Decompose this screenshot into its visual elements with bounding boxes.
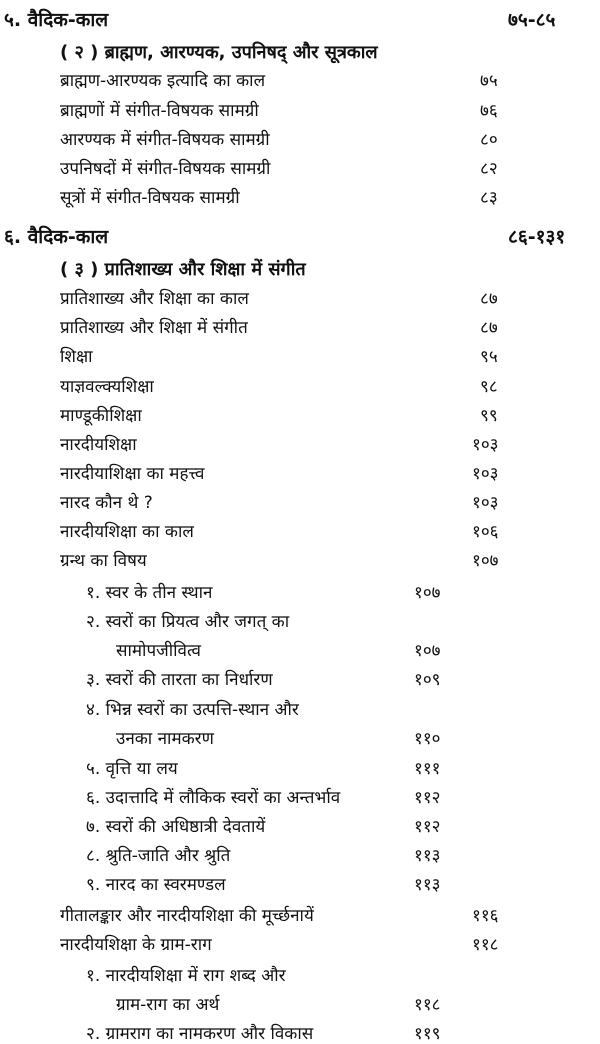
toc-subentry: ५. वृत्ति या लय [86, 759, 178, 779]
toc-subentry: १. स्वर के तीन स्थान [86, 583, 213, 603]
toc-page: १०७ [414, 641, 441, 661]
toc-subentry: ८. श्रुति-जाति और श्रुति [86, 846, 231, 866]
toc-subentry: ३. स्वरों की तारता का निर्धारण [86, 670, 273, 690]
toc-entry: शिक्षा [60, 347, 93, 367]
toc-page: ७६ [480, 101, 498, 121]
toc-page: ११३ [414, 875, 441, 895]
toc-page: ७५ [480, 71, 498, 91]
toc-page: १०७ [472, 551, 499, 571]
toc-subentry: ९. नारद का स्वरमण्डल [86, 875, 226, 895]
toc-subentry: ६. उदात्तादि में लौकिक स्वरों का अन्तर्भाव [86, 788, 341, 808]
toc-entry: गीतालङ्कार और नारदीयशिक्षा की मूर्च्छनायें [60, 906, 314, 926]
toc-page: १०३ [472, 493, 499, 513]
toc-subentry: २. स्वरों का प्रियत्व और जगत् का [86, 612, 290, 632]
toc-entry: उपनिषदों में संगीत-विषयक सामग्री [60, 159, 271, 179]
toc-page: ९५ [480, 347, 498, 367]
section-title: ६. वैदिक-काल [4, 226, 109, 248]
toc-subentry: ग्राम-राग का अर्थ [116, 995, 220, 1015]
toc-entry: ग्रन्थ का विषय [60, 551, 147, 571]
toc-page: १०६ [472, 522, 499, 542]
toc-subentry: सामोपजीवित्व [116, 641, 201, 661]
toc-entry: ब्राह्मण-आरण्यक इत्यादि का काल [60, 71, 266, 91]
toc-page: ११२ [414, 817, 441, 837]
toc-page: १०७ [414, 583, 441, 603]
toc-entry: याज्ञवल्क्यशिक्षा [60, 377, 154, 397]
toc-entry: प्रातिशाख्य और शिक्षा का काल [60, 289, 249, 309]
toc-page: ८७ [480, 289, 498, 309]
toc-subentry: १. नारदीयशिक्षा में राग शब्द और [86, 966, 286, 986]
toc-page: १०३ [472, 464, 499, 484]
toc-subentry: ७. स्वरों की अधिष्ठात्री देवतायें [86, 817, 266, 837]
toc-page: ९९ [480, 406, 498, 426]
toc-page: ११० [414, 729, 441, 749]
toc-entry: प्रातिशाख्य और शिक्षा में संगीत [60, 318, 248, 338]
toc-entry: ब्राह्मणों में संगीत-विषयक सामग्री [60, 101, 259, 121]
toc-page: ८३ [480, 188, 498, 208]
toc-entry: नारद कौन थे ? [60, 493, 153, 513]
toc-entry: नारदीयशिक्षा के ग्राम-राग [60, 935, 212, 955]
toc-page: ११६ [472, 906, 499, 926]
toc-page: ११८ [414, 995, 441, 1015]
toc-page: ११२ [414, 788, 441, 808]
toc-page: ११८ [472, 935, 499, 955]
toc-entry: नारदीयशिक्षा [60, 435, 137, 455]
section-pages: ७५-८५ [508, 9, 556, 31]
toc-page: ८० [480, 130, 498, 150]
toc-page: ११९ [414, 1024, 441, 1044]
toc-subentry: २. ग्रामराग का नामकरण और विकास [86, 1024, 314, 1044]
section-subtitle: ( ३ ) प्रातिशाख्य और शिक्षा में संगीत [60, 259, 306, 280]
toc-page: १११ [414, 759, 441, 779]
toc-page: ९८ [480, 377, 498, 397]
toc-page: ११३ [414, 846, 441, 866]
toc-subentry: उनका नामकरण [116, 729, 214, 749]
toc-page: ८२ [480, 159, 498, 179]
section-title: ५. वैदिक-काल [4, 9, 109, 31]
section-pages: ८६-१३१ [508, 226, 566, 248]
toc-entry: नारदीयाशिक्षा का महत्त्व [60, 464, 205, 484]
section-subtitle: ( २ ) ब्राह्मण, आरण्यक, उपनिषद् और सूत्रकाल [60, 42, 378, 63]
toc-subentry: ४. भिन्न स्वरों का उत्पत्ति-स्थान और [86, 700, 299, 720]
toc-entry: सूत्रों में संगीत-विषयक सामग्री [60, 188, 240, 208]
toc-entry: आरण्यक में संगीत-विषयक सामग्री [60, 130, 270, 150]
toc-page: ८७ [480, 318, 498, 338]
toc-entry: नारदीयशिक्षा का काल [60, 522, 194, 542]
toc-page: १०३ [472, 435, 499, 455]
toc-page: १०९ [414, 670, 441, 690]
toc-entry: माण्डूकीशिक्षा [60, 406, 142, 426]
